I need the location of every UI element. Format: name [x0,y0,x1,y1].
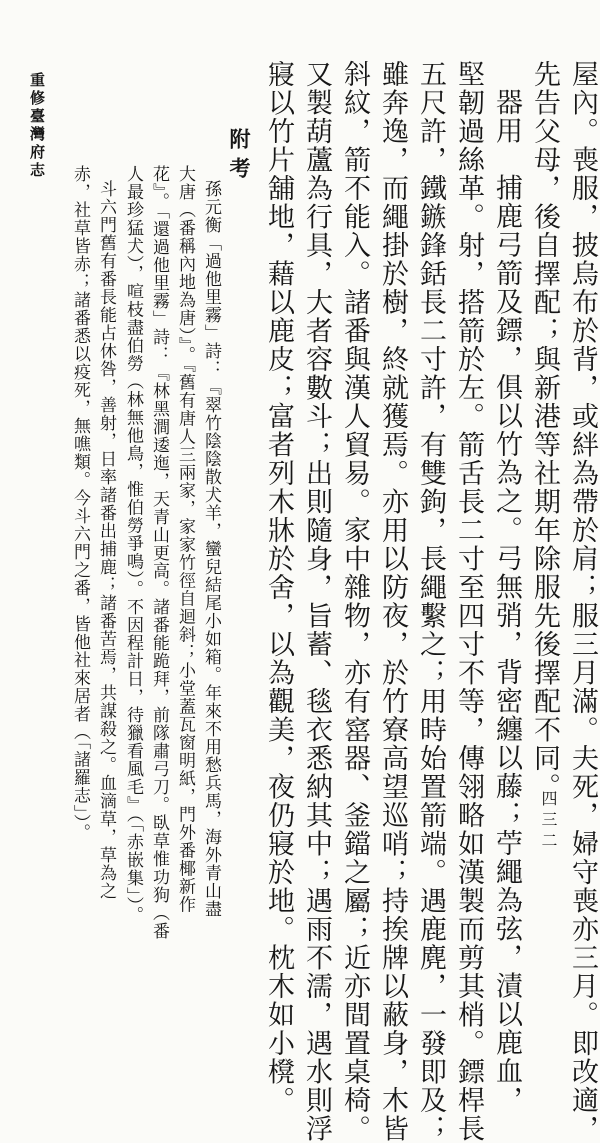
main-text-column: 器用 捕鹿弓箭及鏢，俱以竹為之。弓無弰，背密纏以藤；苧繩為弦，漬以鹿血， [491,88,522,1114]
note-text-column: 斗六門舊有番長能占休咎，善射，日率諸番出捕鹿；諸番苦焉，共謀殺之。血滴草，草為之 [96,180,116,900]
main-text-column: 雖奔逸，而繩掛於樹，終就獲焉。亦用以防夜，於竹寮高望巡哨；持挨牌以蔽身，木皆 [377,60,408,1143]
main-text-column: 五尺許，鐵鏃鋒銛長二寸許，有雙鉤，長繩繫之；用時始置箭端。遇鹿麂，一發即及； [415,60,446,1143]
page-number: 四三二 [539,790,558,853]
note-text-column: 花』。「還過他里霧」詩：『林黑澗逶迤，天青山更高。諸番能跪拜，前隊肅弓刀。臥草惟功狗（番 [149,165,169,940]
note-text-column: 孫元衡「過他里霧」詩：『翠竹陰陰散犬羊，蠻兒結尾小如箱。年來不用愁兵馬，海外青山盡 [201,180,221,918]
note-text-column: 人最珍猛犬），喧枝盡伯勞（林無他鳥，惟伯勞爭鳴）。不因程計日，待獵看風毛』（「赤嵌集」）。 [123,165,143,924]
main-text-column: 堅韌過絲革。射，搭箭於左。箭舌長二寸至四寸不等，傳翎略如漢製而剪其梢。鏢桿長 [453,60,484,1143]
note-text-column: 赤，社草皆赤；諸番悉以疫死，無噍類。今斗六門之番，皆他社來居者（「諸羅志」）。 [70,165,90,842]
main-text-column: 先告父母，後自擇配；與新港等社期年除服先後擇配不同。 [529,60,560,801]
section-heading: 附考 [227,128,252,186]
main-text-column: 屋內。喪服，披烏布於背，或絆為帶於肩；服三月滿。夫死，婦守喪亦三月。即改適， [567,60,598,1143]
main-text-column: 又製葫蘆為行具，大者容數斗；出則隨身，旨蓄、毯衣悉納其中；遇雨不濡，遇水則浮 [301,60,332,1143]
note-text-column: 大唐（番稱內地為唐）』。『舊有唐人三兩家，家家竹徑自迴斜；小堂蓋瓦窗明紙，門外番椰新作 [175,165,195,914]
main-text-column: 斜紋，箭不能入。諸番與漢人貿易。家中雜物，亦有窰器、釜鐺之屬；近亦間置桌椅。 [339,60,370,1143]
main-text-column: 寢以竹片舖地，藉以鹿皮；富者列木牀於舍，以為觀美，夜仍寢於地。枕木如小櫈。 [263,60,294,1115]
running-head: 重修臺灣府志 [28,72,46,180]
